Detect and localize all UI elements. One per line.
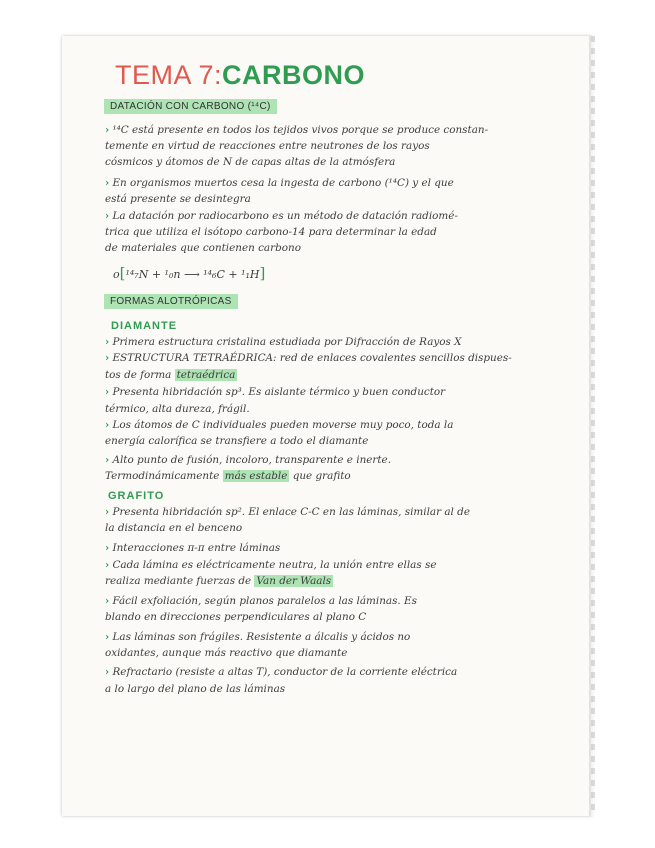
note-line	[105, 194, 575, 204]
note-line	[105, 243, 575, 253]
note-text: Primera estructura cristalina estudiada por Difracción de Rayos X	[112, 336, 462, 348]
note-line	[105, 543, 575, 553]
bullet-arrow-icon: ›	[105, 559, 110, 571]
bullet-arrow-icon: ›	[105, 386, 110, 398]
note-text: Cada lámina es eléctricamente neutra, la unión entre ellas se	[112, 559, 437, 571]
nuclear-reaction-formula	[113, 264, 265, 282]
note-text: Presenta hibridación sp³. Es aislante térmico y buen conductor	[112, 386, 446, 398]
note-text: Los átomos de C individuales pueden moverse muy poco, toda la	[112, 419, 454, 431]
note-line	[105, 227, 575, 237]
bullet-arrow-icon: ›	[105, 336, 110, 348]
note-text: Alto punto de fusión, incoloro, transparente e inerte.	[112, 454, 392, 466]
bullet-arrow-icon: ›	[105, 631, 110, 643]
note-line	[105, 471, 575, 481]
note-line	[105, 370, 575, 380]
note-line	[105, 337, 575, 347]
highlighted-text: tetraédrica	[176, 369, 236, 381]
bullet-arrow-icon: ›	[105, 595, 110, 607]
note-text: La datación por radiocarbono es un método de datación radiomé-	[112, 210, 458, 222]
note-line	[105, 211, 575, 221]
formula-body: ¹⁴₇N + ¹₀n ⟶ ¹⁴₆C + ¹₁H	[125, 268, 260, 281]
page-title	[115, 60, 365, 91]
note-line	[105, 455, 575, 465]
note-text: ESTRUCTURA TETRAÉDRICA: red de enlaces covalentes sencillos dispues-	[112, 352, 512, 364]
formula-prefix: o	[113, 268, 120, 281]
title-topic-name: CARBONO	[222, 60, 366, 90]
note-text: oxidantes, aunque más reactivo que diamante	[105, 647, 348, 659]
note-line	[105, 648, 575, 658]
note-text: Las láminas son frágiles. Resistente a álcalis y ácidos no	[112, 631, 411, 643]
note-text: tos de forma	[105, 369, 175, 381]
note-text: realiza mediante fuerzas de	[105, 575, 255, 587]
note-text: que grafito	[289, 470, 351, 482]
note-text: de materiales que contienen carbono	[105, 242, 301, 254]
note-line	[105, 387, 575, 397]
note-line	[105, 576, 575, 586]
highlighted-text: más estable	[224, 470, 288, 482]
note-text: Interacciones π-π entre láminas	[112, 542, 281, 554]
bullet-arrow-icon: ›	[105, 666, 110, 678]
note-text: Refractario (resiste a altas T), conductor de la corriente eléctrica	[112, 666, 458, 678]
note-line	[105, 420, 575, 430]
note-text: Presenta hibridación sp². El enlace C-C en las láminas, similar al de	[112, 506, 470, 518]
note-text: Termodinámicamente	[105, 470, 223, 482]
note-line	[105, 353, 575, 363]
note-line	[105, 560, 575, 570]
note-line	[105, 632, 575, 642]
note-line	[105, 684, 575, 694]
bullet-arrow-icon: ›	[105, 506, 110, 518]
note-text: temente en virtud de reacciones entre neutrones de los rayos	[105, 140, 430, 152]
section-heading-allotropes: FORMAS ALOTRÓPICAS	[104, 294, 238, 309]
note-line	[105, 612, 575, 622]
bullet-arrow-icon: ›	[105, 419, 110, 431]
note-text: térmico, alta dureza, frágil.	[105, 403, 250, 415]
note-line	[105, 523, 575, 533]
note-text: cósmicos y átomos de N de capas altas de la atmósfera	[105, 156, 396, 168]
note-text: la distancia en el benceno	[105, 522, 243, 534]
note-line	[105, 667, 575, 677]
note-text: energía calorífica se transfiere a todo el diamante	[105, 435, 369, 447]
note-line	[105, 596, 575, 606]
note-line	[105, 157, 575, 167]
note-line	[105, 125, 575, 135]
note-line	[105, 178, 575, 188]
formula-left-bracket: [	[119, 264, 126, 282]
bullet-arrow-icon: ›	[105, 352, 110, 364]
note-text: está presente se desintegra	[105, 193, 251, 205]
note-line	[105, 507, 575, 517]
title-topic-number: TEMA 7:	[115, 60, 223, 90]
note-text: En organismos muertos cesa la ingesta de carbono (¹⁴C) y el que	[112, 177, 454, 189]
subheading-diamond: DIAMANTE	[111, 320, 178, 332]
note-line	[105, 436, 575, 446]
bullet-arrow-icon: ›	[105, 210, 110, 222]
formula-right-bracket: ]	[259, 264, 266, 282]
bullet-arrow-icon: ›	[105, 542, 110, 554]
note-text: Fácil exfoliación, según planos paralelos a las láminas. Es	[112, 595, 417, 607]
note-text: a lo largo del plano de las láminas	[105, 683, 286, 695]
bullet-arrow-icon: ›	[105, 454, 110, 466]
subheading-graphite: GRAFITO	[108, 490, 165, 502]
note-text: trica que utiliza el isótopo carbono-14 para determinar la edad	[105, 226, 437, 238]
note-line	[105, 404, 575, 414]
note-text: blando en direcciones perpendiculares al plano C	[105, 611, 367, 623]
bullet-arrow-icon: ›	[105, 124, 110, 136]
section-heading-dating: DATACIÓN CON CARBONO (¹⁴C)	[104, 99, 277, 114]
highlighted-text: Van der Waals	[256, 575, 332, 587]
bullet-arrow-icon: ›	[105, 177, 110, 189]
note-line	[105, 141, 575, 151]
note-text: ¹⁴C está presente en todos los tejidos vivos porque se produce constan-	[112, 124, 489, 136]
